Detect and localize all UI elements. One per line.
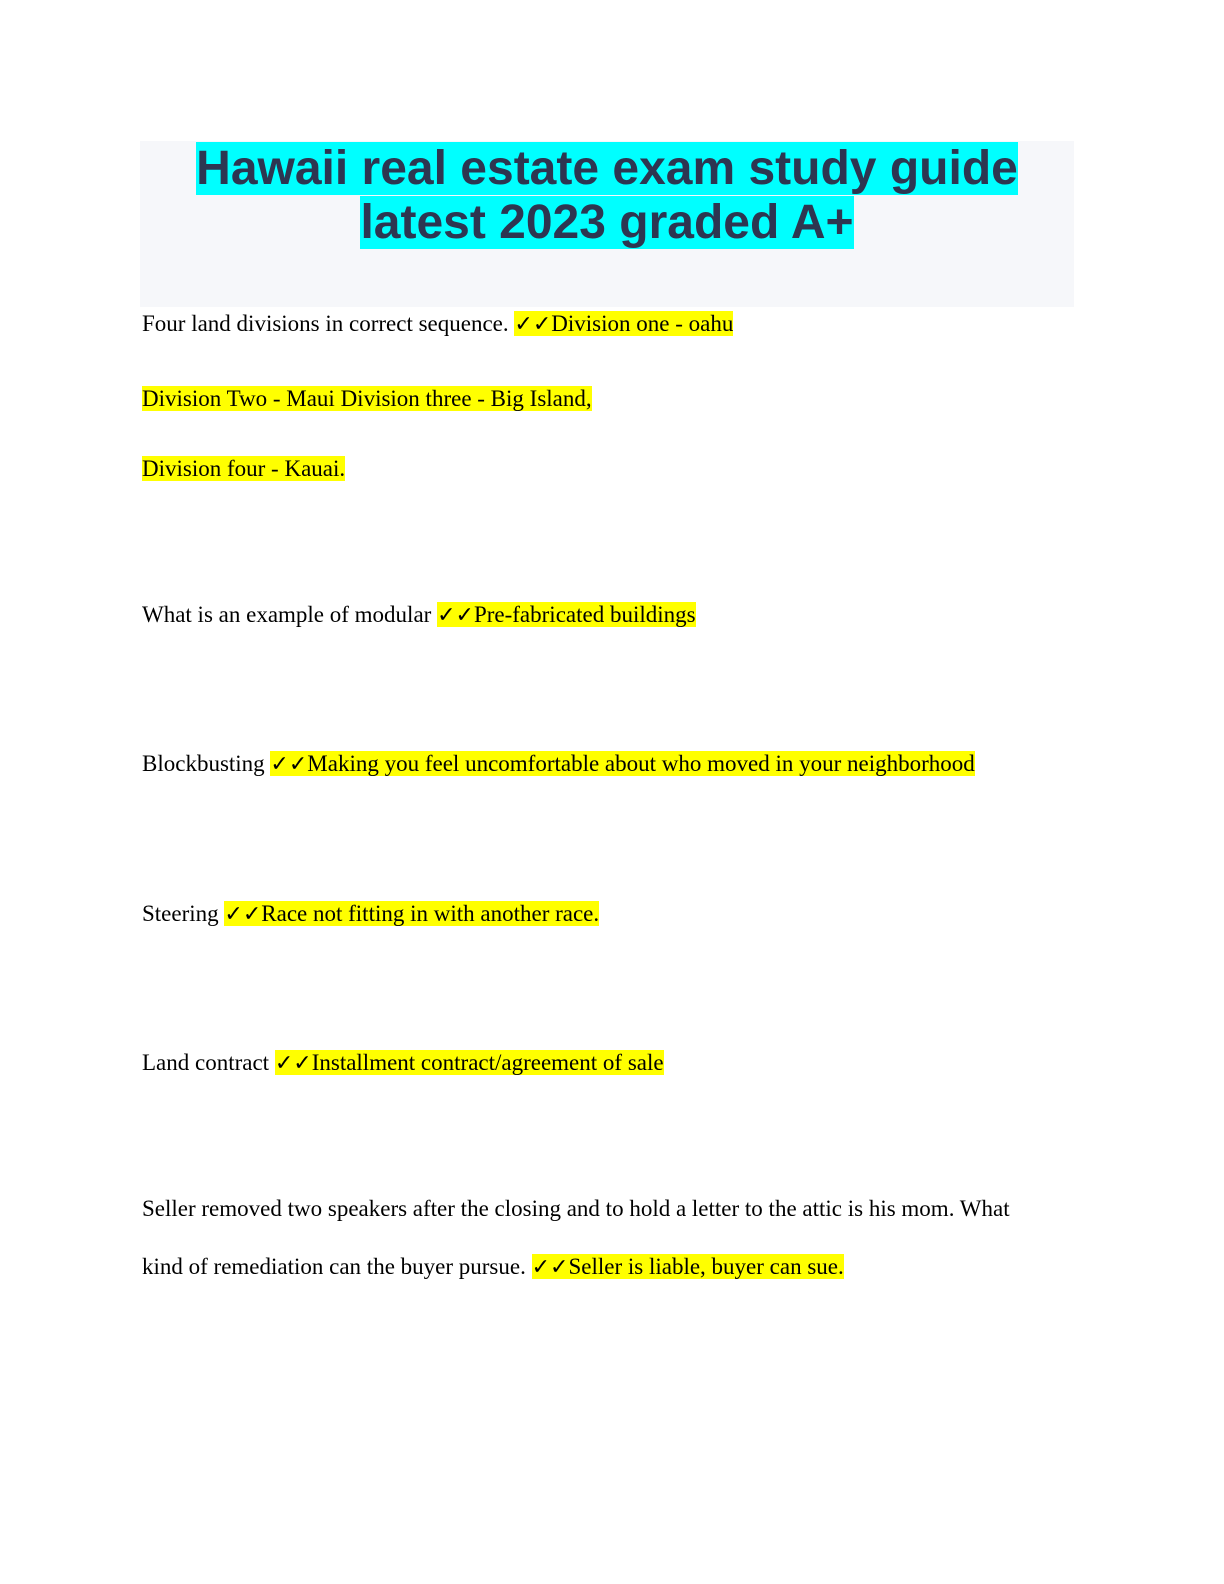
qa-entry-modular bbox=[142, 601, 696, 630]
answer-text: Division one - oahu bbox=[551, 311, 734, 336]
question-text: Land contract bbox=[142, 1050, 270, 1075]
question-continuation bbox=[142, 1253, 844, 1282]
answer-text: Seller is liable, buyer can sue. bbox=[568, 1254, 844, 1279]
question-text: kind of remediation can the buyer pursue. bbox=[142, 1254, 526, 1279]
answer-text: Making you feel uncomfortable about who moved in your neighborhood bbox=[307, 751, 975, 776]
qa-entry-blockbusting bbox=[142, 750, 975, 779]
answer-text: Division four - Kauai. bbox=[142, 456, 346, 481]
title-banner bbox=[140, 141, 1074, 307]
question-text: Four land divisions in correct sequence. bbox=[142, 311, 509, 336]
question-text: What is an example of modular bbox=[142, 602, 432, 627]
answer-text: Division Two - Maui Division three - Big Island, bbox=[142, 386, 592, 411]
qa-entry-steering bbox=[142, 900, 599, 929]
question-text: Steering bbox=[142, 901, 219, 926]
double-check-icon: ✓✓ bbox=[531, 1255, 569, 1280]
answer-text: Installment contract/agreement of sale bbox=[311, 1050, 664, 1075]
double-check-icon: ✓✓ bbox=[270, 752, 308, 777]
document-title bbox=[140, 142, 1074, 250]
qa-entry-land-divisions bbox=[142, 310, 733, 339]
double-check-icon: ✓✓ bbox=[274, 1051, 312, 1076]
question-text: Blockbusting bbox=[142, 751, 265, 776]
answer-continuation bbox=[142, 455, 345, 483]
qa-entry-land-contract bbox=[142, 1049, 664, 1078]
double-check-icon: ✓✓ bbox=[224, 902, 262, 927]
answer-continuation bbox=[142, 385, 592, 413]
answer-text: Race not fitting in with another race. bbox=[261, 901, 600, 926]
double-check-icon: ✓✓ bbox=[437, 603, 474, 628]
double-check-icon: ✓✓ bbox=[514, 312, 552, 337]
title-line-2: latest 2023 graded A+ bbox=[360, 196, 854, 249]
title-line-1: Hawaii real estate exam study guide bbox=[196, 142, 1018, 195]
question-text: Seller removed two speakers after the closing and to hold a letter to the attic is his mom. What bbox=[142, 1196, 1010, 1221]
answer-text: Pre-fabricated buildings bbox=[473, 602, 696, 627]
qa-entry-seller-removed bbox=[142, 1195, 1010, 1223]
